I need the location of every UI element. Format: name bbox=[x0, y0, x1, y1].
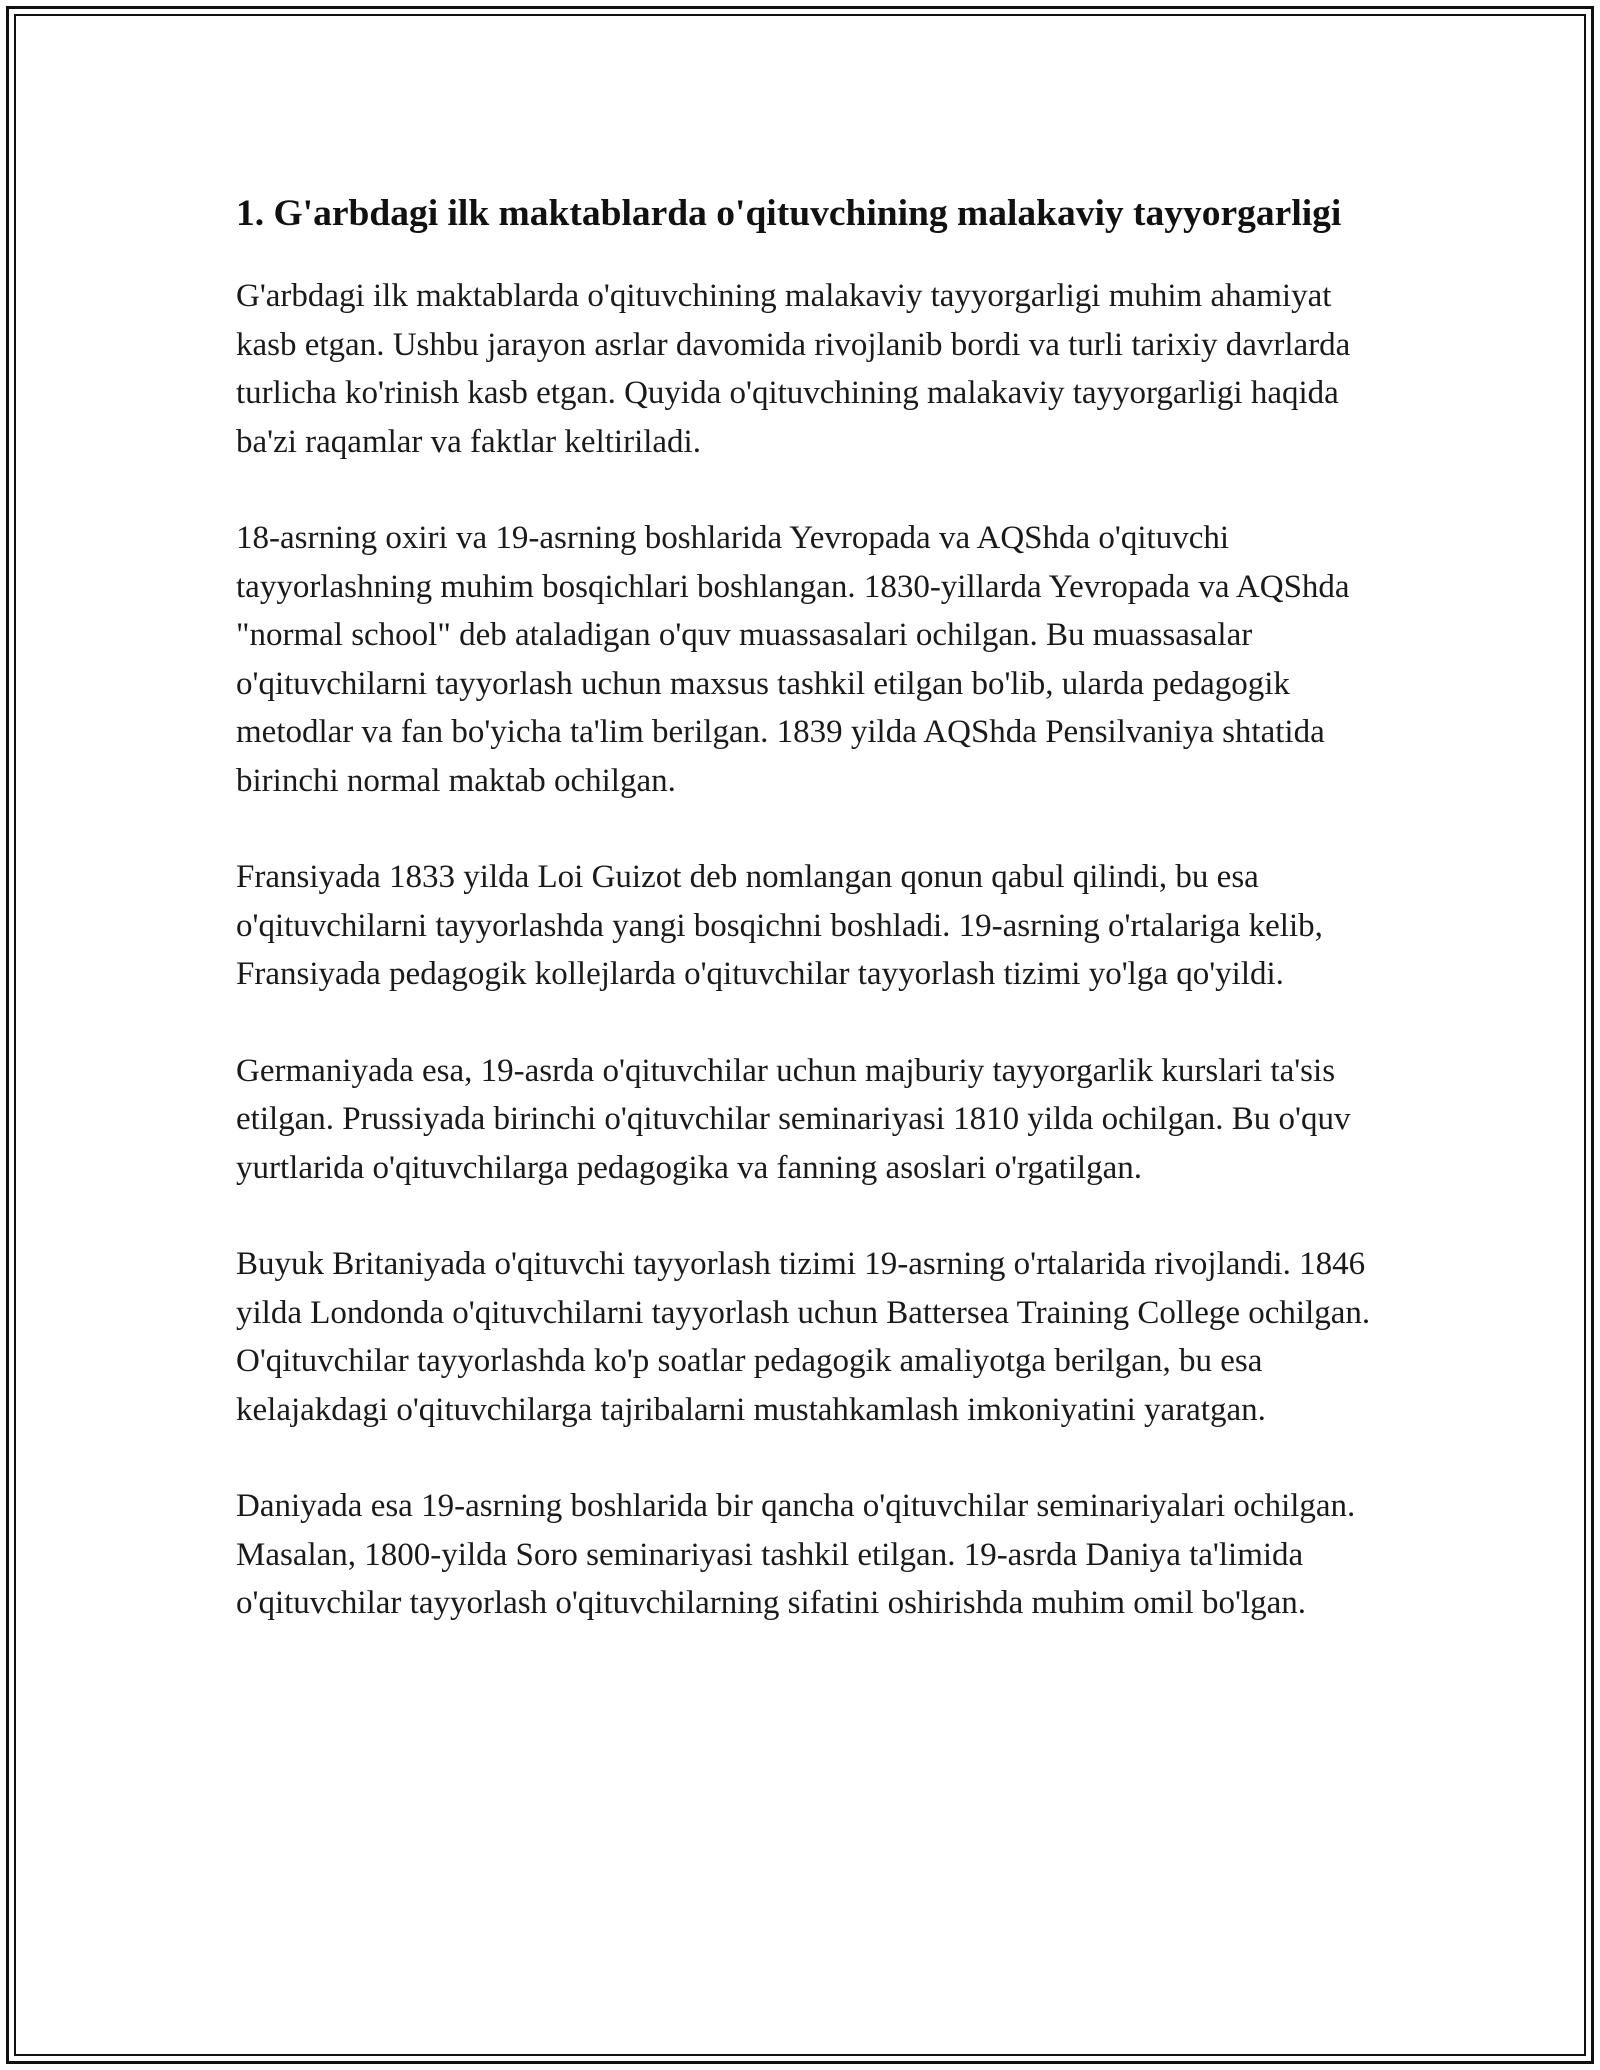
paragraph-germany: Germaniyada esa, 19-asrda o'qituvchilar uchun majburiy tayyorgarlik kurslari ta'sis etilgan. Prussiyada birinchi o'qituvchilar seminariyasi 1810 yilda ochilgan. Bu o'quv yurtlarida o'qituvchilarga pedagogika va fanning asoslari o'rgatilgan. bbox=[236, 1052, 1351, 1186]
paragraph-britain: Buyuk Britaniyada o'qituvchi tayyorlash tizimi 19-asrning o'rtalarida rivojlandi. 1846 yilda Londonda o'qituvchilarni tayyorlash uchun Battersea Training College ochilgan. O'qituvchilar tayyorlashda ko'p soatlar pedagogik amaliyotga berilgan, bu esa kelajakdagi o'qituvchilarga tajribalarni mustahkamlash imkoniyatini yaratgan. bbox=[236, 1246, 1371, 1428]
page-title: 1. G'arbdagi ilk maktablarda o'qituvchining malakaviy tayyorgarligi bbox=[236, 193, 1342, 234]
paragraph-intro: G'arbdagi ilk maktablarda o'qituvchining malakaviy tayyorgarligi muhim ahamiyat kasb etgan. Ushbu jarayon asrlar davomida rivojlanib bordi va turli tarixiy davrlarda turlicha ko'rinish kasb etgan. Quyida o'qituvchining malakaviy tayyorgarligi haqida ba'zi raqamlar va faktlar keltiriladi. bbox=[236, 278, 1351, 460]
paragraph-europe-usa: 18-asrning oxiri va 19-asrning boshlarida Yevropada va AQShda o'qituvchi tayyorlashning muhim bosqichlari boshlangan. 1830-yillarda Yevropada va AQShda "normal school" deb ataladigan o'quv muassasalari ochilgan. Bu muassasalar o'qituvchilarni tayyorlash uchun maxsus tashkil etilgan bo'lib, ularda pedagogik metodlar va fan bo'yicha ta'lim berilgan. 1839 yilda AQShda Pensilvaniya shtatida birinchi normal maktab ochilgan. bbox=[236, 520, 1350, 799]
paragraph-denmark: Daniyada esa 19-asrning boshlarida bir qancha o'qituvchilar seminariyalari ochilgan. Masalan, 1800-yilda Soro seminariyasi tashkil etilgan. 19-asrda Daniya ta'limida o'qituvchilar tayyorlash o'qituvchilarning sifatini oshirishda muhim omil bo'lgan. bbox=[236, 1488, 1356, 1621]
document-body bbox=[236, 188, 1376, 1676]
paragraph-france: Fransiyada 1833 yilda Loi Guizot deb nomlangan qonun qabul qilindi, bu esa o'qituvchilarni tayyorlashda yangi bosqichni boshladi. 19-asrning o'rtalariga kelib, Fransiyada pedagogik kollejlarda o'qituvchilar tayyorlash tizimi yo'lga qo'yildi. bbox=[236, 859, 1323, 992]
